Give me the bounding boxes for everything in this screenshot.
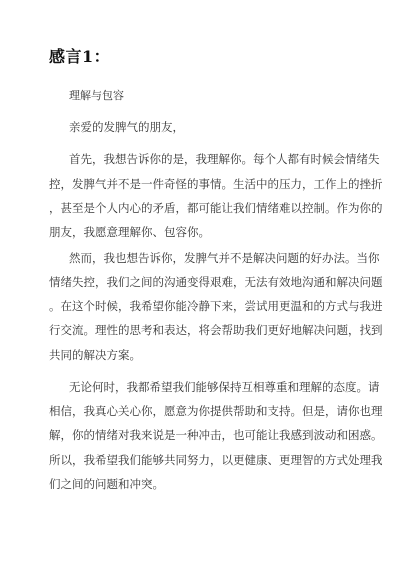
paragraph-3-line-5: 们之间的问题和冲突。 <box>49 477 164 491</box>
paragraph-2-line-1: 然而，我也想告诉你，发脾气并不是解决问题的好办法。当你 <box>69 251 380 265</box>
paragraph-3-line-4: 所以，我希望我们能够共同努力，以更健康、更理智的方式处理我 <box>49 453 383 467</box>
paragraph-1-line-1: 首先，我想告诉你的是，我理解你。每个人都有时候会情绪失 <box>69 152 380 166</box>
paragraph-3-line-3: 解，你的情绪对我来说是一种冲击，也可能让我感到波动和困惑。 <box>49 428 383 442</box>
paragraph-2-line-2: 情绪失控，我们之间的沟通变得艰难，无法有效地沟通和解决问题 <box>49 275 383 289</box>
paragraph-3-line-2: 相信，我真心关心你，愿意为你提供帮助和支持。但是，请你也理 <box>49 404 383 418</box>
document-heading: 感言1： <box>49 47 111 66</box>
document-subtitle: 理解与包容 <box>69 89 124 102</box>
paragraph-2-line-4: 行交流。理性的思考和表达，将会帮助我们更好地解决问题，找到 <box>49 323 383 337</box>
paragraph-1-line-2: 控，发脾气并不是一件奇怪的事情。生活中的压力，工作上的挫折 <box>49 177 383 191</box>
greeting-line: 亲爱的发脾气的朋友， <box>69 120 184 134</box>
paragraph-1-line-4: 朋友，我愿意理解你、包容你。 <box>49 225 210 239</box>
paragraph-3-line-1: 无论何时，我都希望我们能够保持互相尊重和理解的态度。请 <box>69 380 380 394</box>
paragraph-2-line-3: 。在这个时候，我希望你能冷静下来，尝试用更温和的方式与我进 <box>49 299 383 313</box>
paragraph-1-line-3: ，甚至是个人内心的矛盾，都可能让我们情绪难以控制。作为你的 <box>49 201 383 215</box>
paragraph-2-line-5: 共同的解决方案。 <box>49 348 141 362</box>
